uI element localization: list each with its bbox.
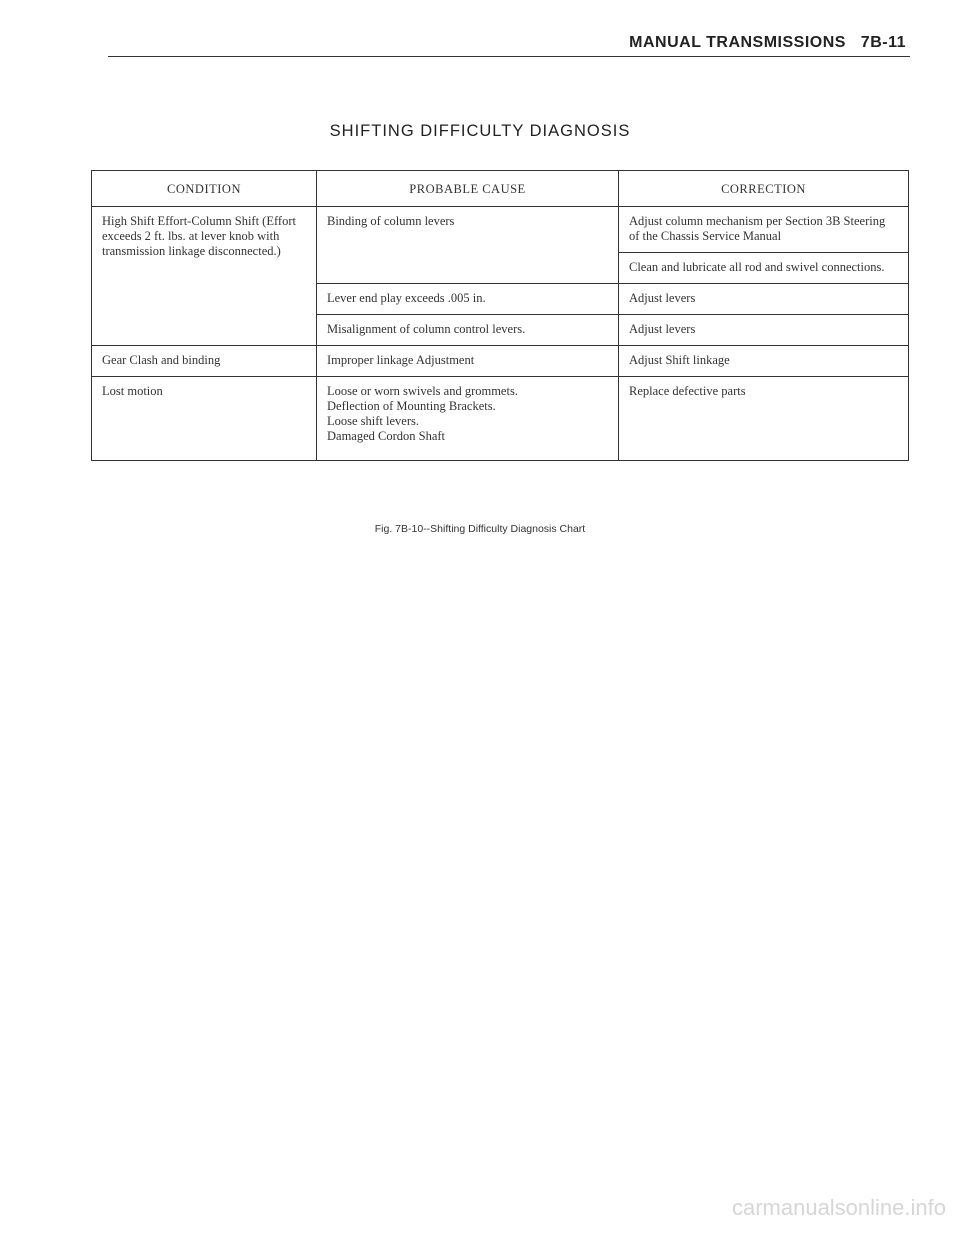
cause-line: Deflection of Mounting Brackets. <box>327 399 496 413</box>
table-row <box>92 346 909 377</box>
diagnosis-table <box>91 170 909 461</box>
column-header-correction: CORRECTION <box>619 171 909 207</box>
cause-cell: Lever end play exceeds .005 in. <box>317 284 619 315</box>
table-row <box>92 377 909 461</box>
cause-line: Loose or worn swivels and grommets. <box>327 384 518 398</box>
cause-line: Damaged Cordon Shaft <box>327 429 446 443</box>
cause-line: Loose shift levers. <box>327 414 419 428</box>
table-header-row <box>92 171 909 207</box>
cause-cell: Binding of column levers <box>317 207 619 284</box>
cause-cell: Misalignment of column control levers. <box>317 315 619 346</box>
table-row <box>92 207 909 253</box>
correction-cell: Clean and lubricate all rod and swivel connections. <box>619 253 909 284</box>
condition-cell: Gear Clash and binding <box>92 346 317 377</box>
correction-cell: Replace defective parts <box>619 377 909 461</box>
watermark-footer: carmanualsonline.info <box>731 1195 946 1220</box>
correction-cell: Adjust Shift linkage <box>619 346 909 377</box>
condition-cell: Lost motion <box>92 377 317 461</box>
correction-cell: Adjust levers <box>619 315 909 346</box>
figure-caption: Fig. 7B-10--Shifting Difficulty Diagnosis Chart <box>374 523 586 535</box>
correction-cell: Adjust levers <box>619 284 909 315</box>
page-header: MANUAL TRANSMISSIONS 7B-11 <box>629 34 906 51</box>
condition-cell: High Shift Effort-Column Shift (Effort exceeds 2 ft. lbs. at lever knob with transmission linkage disconnected.) <box>92 207 317 346</box>
column-header-condition: CONDITION <box>92 171 317 207</box>
header-rule <box>108 56 910 57</box>
page-title: SHIFTING DIFFICULTY DIAGNOSIS <box>329 122 631 140</box>
column-header-probable-cause: PROBABLE CAUSE <box>317 171 619 207</box>
cause-cell: Improper linkage Adjustment <box>317 346 619 377</box>
correction-cell: Adjust column mechanism per Section 3B Steering of the Chassis Service Manual <box>619 207 909 253</box>
cause-cell <box>317 377 619 461</box>
